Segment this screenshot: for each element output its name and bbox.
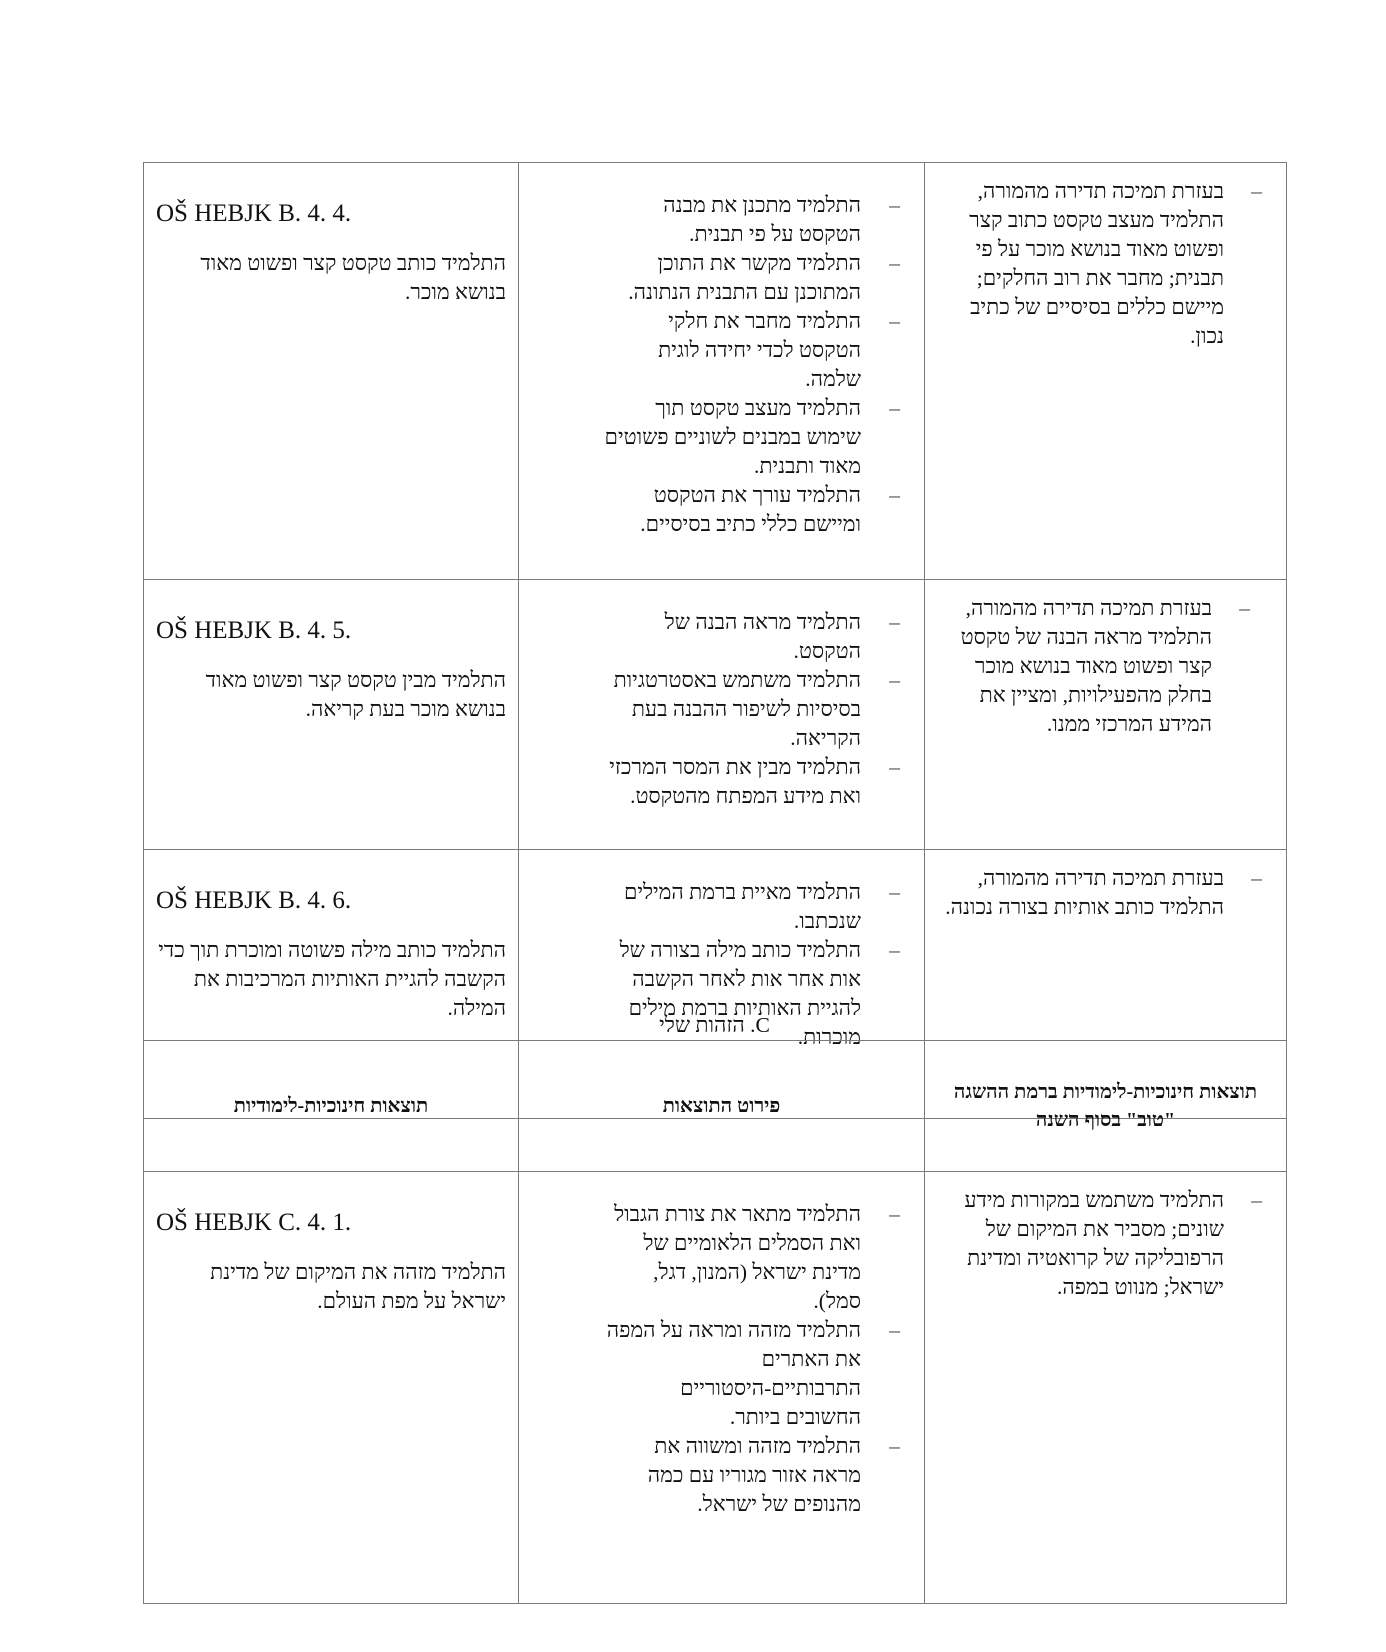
list-item: – התלמיד מקשר את התוכן המתוכנן עם התבנית הנתונה. <box>604 249 914 307</box>
outcome-text: התלמיד מבין טקסט קצר ופשוט מאוד בנושא מוכר בעת קריאה. <box>205 668 506 721</box>
level-cell <box>925 163 1287 580</box>
list-item: – בעזרת תמיכה תדירה מהמורה, התלמיד כותב אותיות בצורה נכונה. <box>935 864 1276 922</box>
section-caption: C. הזהות שלי <box>659 1013 770 1037</box>
list-item: – התלמיד משתמש במקורות מידע שונים; מסביר את המיקום של הרפובליקה של קרואטיה ומדינת ישראל; מנווט במפה. <box>935 1186 1276 1302</box>
column-header-details: פירוט התוצאות <box>519 1041 925 1172</box>
level-list <box>935 594 1276 739</box>
list-item: – התלמיד מחבר את חלקי הטקסט לכדי יחידה לוגית שלמה. <box>604 307 914 394</box>
details-cell <box>519 580 925 850</box>
outcome-text: התלמיד כותב טקסט קצר ופשוט מאוד בנושא מוכר. <box>200 251 506 304</box>
outcome-code: OŠ HEBJK B. 4. 5. <box>156 617 352 644</box>
list-item: – התלמיד מזהה ומשווה את מראה אזור מגוריו עם כמה מהנופים של ישראל. <box>604 1432 914 1519</box>
list-item: – התלמיד כותב מילה בצורה של אות אחר אות לאחר הקשבה להגיית האותיות ברמת מילים מוכרות. <box>604 936 914 1052</box>
outcome-code: OŠ HEBJK B. 4. 4. <box>156 200 352 227</box>
table-row <box>144 163 1287 580</box>
column-header-level: תוצאות חינוכיות-לימודיות ברמת ההשגה "טוב" בסוף השנה <box>925 1041 1287 1172</box>
outcomes-table-b <box>143 162 1287 1119</box>
outcome-cell <box>144 163 519 580</box>
list-item: – התלמיד מעצב טקסט תוך שימוש במבנים לשוניים פשוטים מאוד ותבנית. <box>604 394 914 481</box>
level-list <box>935 864 1276 922</box>
table-row <box>144 1172 1287 1604</box>
list-item: – התלמיד משתמש באסטרטגיות בסיסיות לשיפור ההבנה בעת הקריאה. <box>604 666 914 753</box>
outcome-code: OŠ HEBJK C. 4. 1. <box>156 1209 352 1236</box>
level-cell <box>925 1172 1287 1604</box>
table-header-row <box>144 1041 1287 1172</box>
outcomes-table-c <box>143 1040 1287 1604</box>
details-list <box>529 1200 914 1519</box>
outcome-cell <box>144 1172 519 1604</box>
outcome-cell <box>144 580 519 850</box>
details-list <box>529 608 914 811</box>
list-item: – התלמיד מתכנן את מבנה הטקסט על פי תבנית. <box>604 191 914 249</box>
list-item: – התלמיד מראה הבנה של הטקסט. <box>604 608 914 666</box>
list-item: – התלמיד מזהה ומראה על המפה את האתרים התרבותיים-היסטוריים החשובים ביותר. <box>604 1316 914 1432</box>
level-list <box>935 177 1276 351</box>
list-item: – בעזרת תמיכה תדירה מהמורה, התלמיד מראה הבנה של טקסט קצר ופשוט מאוד בנושא מוכר בחלק מהפעילויות, ומציין את המידע המרכזי ממנו. <box>935 594 1276 739</box>
outcome-text: התלמיד מזהה את המיקום של מדינת ישראל על מפת העולם. <box>210 1260 506 1313</box>
outcome-code: OŠ HEBJK B. 4. 6. <box>156 887 352 914</box>
list-item: – התלמיד מאיית ברמת המילים שנכתבו. <box>604 878 914 936</box>
list-item: – בעזרת תמיכה תדירה מהמורה, התלמיד מעצב טקסט כתוב קצר ופשוט מאוד בנושא מוכר על פי תבנית; מחבר את רוב החלקים; מיישם כללים בסיסיים של כתיב נכון. <box>935 177 1276 351</box>
level-list <box>935 1186 1276 1302</box>
details-cell <box>519 163 925 580</box>
list-item: – התלמיד עורך את הטקסט ומיישם כללי כתיב בסיסיים. <box>604 481 914 539</box>
details-cell <box>519 1172 925 1604</box>
level-cell <box>925 580 1287 850</box>
table-row <box>144 580 1287 850</box>
details-list <box>529 191 914 539</box>
column-header-outcomes: תוצאות חינוכיות-לימודיות <box>144 1041 519 1172</box>
list-item: – התלמיד מתאר את צורת הגבול ואת הסמלים הלאומיים של מדינת ישראל (המנון, דגל, סמל). <box>604 1200 914 1316</box>
outcome-text: התלמיד כותב מילה פשוטה ומוכרת תוך כדי הקשבה להגיית האותיות המרכיבות את המילה. <box>158 938 506 1020</box>
list-item: – התלמיד מבין את המסר המרכזי ואת מידע המפתח מהטקסט. <box>604 753 914 811</box>
